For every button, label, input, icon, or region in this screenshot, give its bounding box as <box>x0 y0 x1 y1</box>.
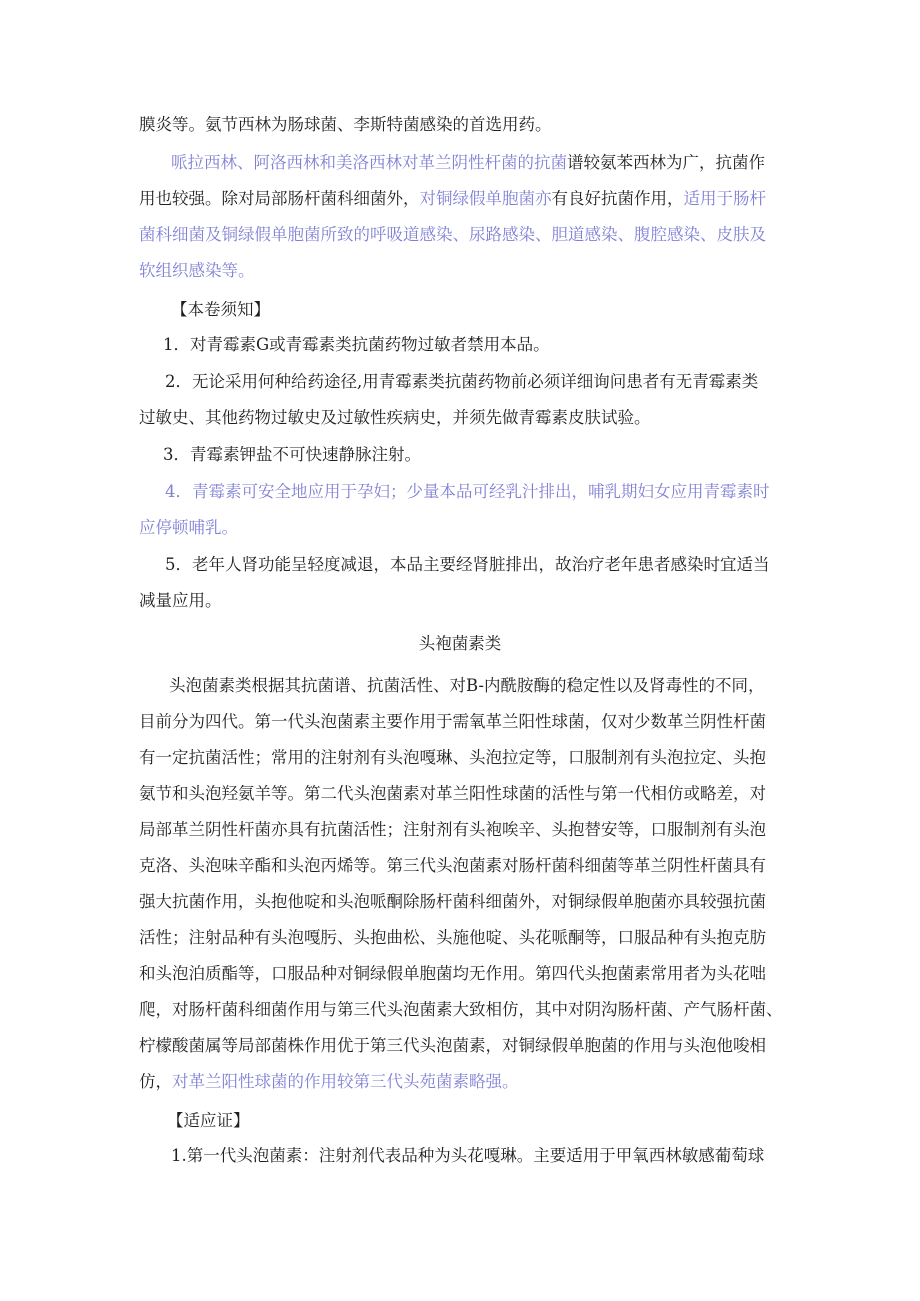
text-line: 有一定抗菌活性；常用的注射剂有头泡嘎琳、头泡拉定等，口服制剂有头泡拉定、头抱 <box>139 748 766 767</box>
highlighted-text: 适用于肠杆 <box>683 189 766 208</box>
text-line: 目前分为四代。第一代头泡菌素主要作用于需氧革兰阳性球菌，仅对少数革兰阴性杆菌 <box>139 712 766 731</box>
text-line: 克洛、头泡味辛酯和头泡丙烯等。第三代头泡菌素对肠杆菌科细菌等革兰阴性杆菌具有 <box>139 856 766 875</box>
text-segment: 谱较氨苯西林为广，抗菌作 <box>567 153 765 172</box>
highlighted-text: 对铜绿假单胞菌亦 <box>419 189 552 208</box>
paragraph-piperacillin <box>139 145 784 289</box>
notice-item-1 <box>139 327 784 363</box>
text-line: 氨节和头泡羟氨羊等。第二代头泡菌素对革兰阳性球菌的活性与第一代相仿或略差，对 <box>139 784 766 803</box>
text-line: 1.第一代头泡菌素：注射剂代表品种为头花嘎琳。主要适用于甲氧西林敏感葡萄球 <box>171 1146 765 1165</box>
text-line: 减量应用。 <box>139 591 222 610</box>
text-line: 活性；注射品种有头泡嘎肟、头抱曲松、头施他啶、头花哌酮等，口服品种有头抱克肪 <box>139 928 766 947</box>
highlighted-text: 软组织感染等。 <box>139 261 255 280</box>
section-heading-indications: 【适应证】 <box>167 1111 250 1130</box>
section-title-cephalosporin: 头袍菌素类 <box>418 634 502 653</box>
paragraph-cephalosporin <box>139 668 784 1100</box>
text-line: 1．对青霉素G或青霉素类抗菌药物过敏者禁用本品。 <box>163 335 550 354</box>
highlighted-text: 4．青霉素可安全地应用于孕妇；少量本品可经乳汁排出，哺乳期妇女应用青霉素时 <box>165 482 770 501</box>
text-segment: 有良好抗菌作用， <box>551 189 684 208</box>
text-line: 强大抗菌作用，头抱他啶和头泡哌酮除肠杆菌科细菌外，对铜绿假单胞菌亦具较强抗菌 <box>139 892 766 911</box>
highlighted-text: 哌拉西林、阿洛西林和美洛西林对革兰阴性杆菌的抗菌 <box>171 153 567 172</box>
highlighted-text: 应停顿哺乳。 <box>139 518 238 537</box>
text-line: 过敏史、其他药物过敏史及过敏性疾病史，并须先做青霉素皮肤试验。 <box>139 408 651 427</box>
notice-item-3 <box>139 437 784 473</box>
indication-item-1 <box>139 1138 784 1174</box>
notice-item-2 <box>139 364 784 436</box>
text-line: 爬，对肠杆菌科细菌作用与第三代头泡菌素大致相仿，其中对阴沟肠杆菌、产气肠杆菌、 <box>139 1000 783 1019</box>
text-line: 和头泡泊质酯等，口服品种对铜绿假单胞菌均无作用。第四代头抱菌素常用者为头花咄 <box>139 964 766 983</box>
text-line: 柠檬酸菌属等局部菌株作用优于第三代头泡菌素，对铜绿假单胞菌的作用与头泡他唆相 <box>139 1036 766 1055</box>
text-line <box>139 1064 784 1100</box>
text-line: 5．老年人肾功能呈轻度减退，本品主要经肾脏排出，故治疗老年患者感染时宜适当 <box>165 555 770 574</box>
text-line <box>139 145 784 181</box>
notice-item-5 <box>139 547 784 619</box>
text-segment: 仿， <box>139 1072 172 1091</box>
text-line <box>139 181 784 217</box>
text-line: 头泡菌素类根据其抗菌谱、抗菌活性、对B-内酰胺酶的稳定性以及肾毒性的不同， <box>169 676 765 695</box>
text-line: 3．青霉素钾盐不可快速静脉注射。 <box>163 445 421 464</box>
text-line: 局部革兰阴性杆菌亦具有抗菌活性；注射剂有头袍唉辛、头抱替安等，口服制剂有头泡 <box>139 820 766 839</box>
highlighted-text: 菌科细菌及铜绿假单胞菌所致的呼吸道感染、尿路感染、胆道感染、腹腔感染、皮肤及 <box>139 225 766 244</box>
notice-item-4 <box>139 474 784 546</box>
highlighted-text: 对革兰阳性球菌的作用较第三代头苑菌素略强。 <box>172 1072 519 1091</box>
paragraph-intro <box>139 107 784 143</box>
section-heading-notice: 【本卷须知】 <box>171 300 270 319</box>
text-line: 2．无论采用何种给药途径,用青霉素类抗菌药物前必须详细询问患者有无青霉素类 <box>165 372 759 391</box>
text-segment: 用也较强。除对局部肠杆菌科细菌外， <box>139 189 420 208</box>
text-line: 膜炎等。氨节西林为肠球菌、李斯特菌感染的首选用药。 <box>139 115 552 134</box>
